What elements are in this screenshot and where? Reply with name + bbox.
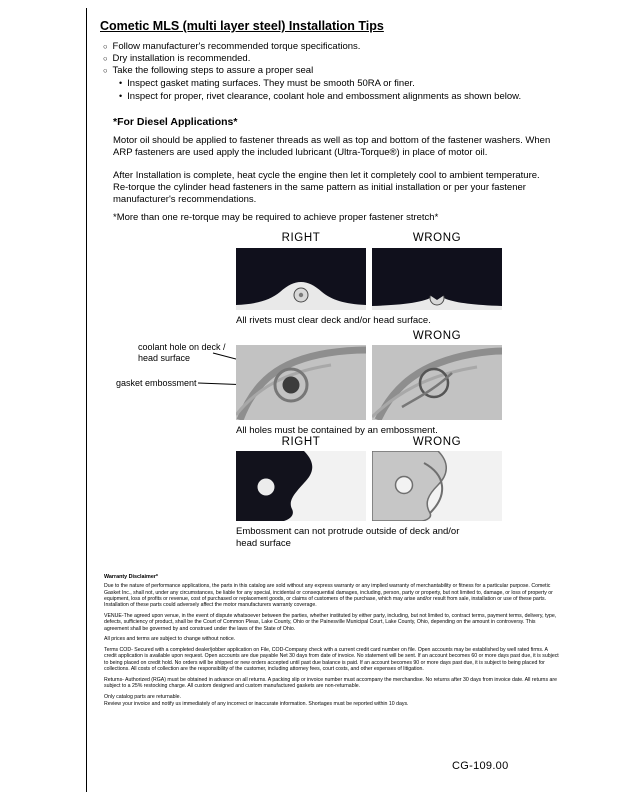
tip-text: Inspect for proper, rivet clearance, coolant hole and embossment alignments as shown below. [127,91,522,102]
legal-paragraph: Returns- Authorized (RGA) must be obtained in advance on all returns. A packing slip or invoice number must accompany the merchandise. No returns after 30 days from invoice date. All returns are subject to a 25% restocking charge. All custom designed and custom manufactured gaskets are non-returnable. [104,676,557,690]
page-left-border [86,8,87,792]
row2-caption: All holes must be contained by an embossment. [236,425,438,436]
row1-right-label: RIGHT [281,232,321,244]
diesel-heading: *For Diesel Applications* [113,116,238,128]
gasket-embossment-callout: gasket embossment [116,378,197,388]
tip-item [103,65,573,77]
diesel-paragraph-3: *More than one re-torque may be required to achieve proper fastener stretch* [113,212,439,223]
page-code: CG-109.00 [452,760,509,772]
legal-paragraph: VENUE-The agreed upon venue, in the event of dispute whatsoever between the parties, whether instituted by either party, including, but not limited to, contract terms, payment terms, delivery, type, defects, sufficiency of product, shall be the Court of Common Pleas, Lake County, Ohio or the Painesville Municipal Court, Lake County, Ohio, depending on the amount in controversy. This agreement shall be governed by and construed under the laws of the State of Ohio. [104,612,557,632]
open-bullet-icon: ○ [103,42,108,51]
diesel-paragraph-1: Motor oil should be applied to fastener threads as well as top and bottom of the fastener washers. When ARP fasteners are used apply the included lubricant (Ultra-Torque®) in place of motor oil. [113,135,551,158]
diesel-paragraph-2: After Installation is complete, heat cycle the engine then let it completely cool to ambient temperature. Re-torque the cylinder head fasteners in the same pattern as initial installation or per your fastener manufacturer's recommendations. [113,170,540,205]
row1-wrong-label: WRONG [412,232,462,244]
row3-right-label: RIGHT [281,436,321,448]
protrusion-right-image [236,451,366,521]
embossment-containment-right-image [236,345,366,420]
row1-caption: All rivets must clear deck and/or head surface. [236,315,431,326]
row3-wrong-label: WRONG [412,436,462,448]
tip-sub-item [103,77,573,90]
tip-item [103,53,573,65]
open-bullet-icon: ○ [103,66,108,75]
rivet-clearance-wrong-image [372,248,502,310]
installation-tips-section [103,41,573,103]
protrusion-wrong-image [372,451,502,521]
filled-bullet-icon: • [119,91,123,101]
legal-paragraph: Review your invoice and notify us immediately of any incorrect or inaccurate information. Shortages must be reported within 10 days. [104,701,409,708]
legal-paragraph: All prices and terms are subject to change without notice. [104,636,236,643]
tip-text: Follow manufacturer's recommended torque specifications. [112,41,361,52]
open-bullet-icon: ○ [103,54,108,63]
tip-text: Take the following steps to assure a proper seal [112,65,314,76]
page-title: Cometic MLS (multi layer steel) Installation Tips [100,19,384,33]
coolant-hole-callout: coolant hole on deck / head surface [138,342,226,363]
tip-sub-item [103,90,573,103]
tip-text: Dry installation is recommended. [112,53,251,64]
row2-wrong-label: WRONG [412,330,462,342]
legal-paragraph: Only catalog parts are returnable. [104,693,181,700]
tip-text: Inspect gasket mating surfaces. They must be smooth 50RA or finer. [127,78,415,89]
legal-paragraph: Terms COD- Secured with a completed dealer/jobber application on File, COD-Company check with a current credit card number on file. Open accounts may be established by well rated firms. A credit application is available upon request. Open accounts are due payable Net 30 days from date of invoice. No statement will be sent. If an account becomes 60 or more days past due, it is subject to being placed on credit hold. No orders will be shipped or new orders accepted until past due balance is paid. If an account becomes 90 or more days past due, it is subject to being placed for collections. All costs of collection are the responsibility of the customer, including attorney fees, court costs, and other expenses of litigation. [104,647,559,673]
embossment-containment-wrong-image [372,345,502,420]
warranty-disclaimer-heading: Warranty Disclaimer* [104,574,159,580]
legal-paragraph: Due to the nature of performance applications, the parts in this catalog are sold without any express warranty or any implied warranty of merchantability or fitness for a particular purpose. Cometic Gasket Inc., shall not, under any circumstances, be liable for any special, incidental or consequential damages, including, person, party or property, but not limited to, damage, or loss of property or equipment, loss of profits or revenue, cost of purchased or replacement goods, or claims of customers of the purchase, which may arise and/or result from sale, installation or use of these parts. Installation of these parts could adversely affect the motor manufacturers warranty coverage. [104,583,553,609]
filled-bullet-icon: • [119,78,123,88]
rivet-clearance-right-image [236,248,366,310]
legal-section [104,574,560,712]
tip-item [103,41,573,53]
row3-caption: Embossment can not protrude outside of deck and/or head surface [236,526,460,549]
